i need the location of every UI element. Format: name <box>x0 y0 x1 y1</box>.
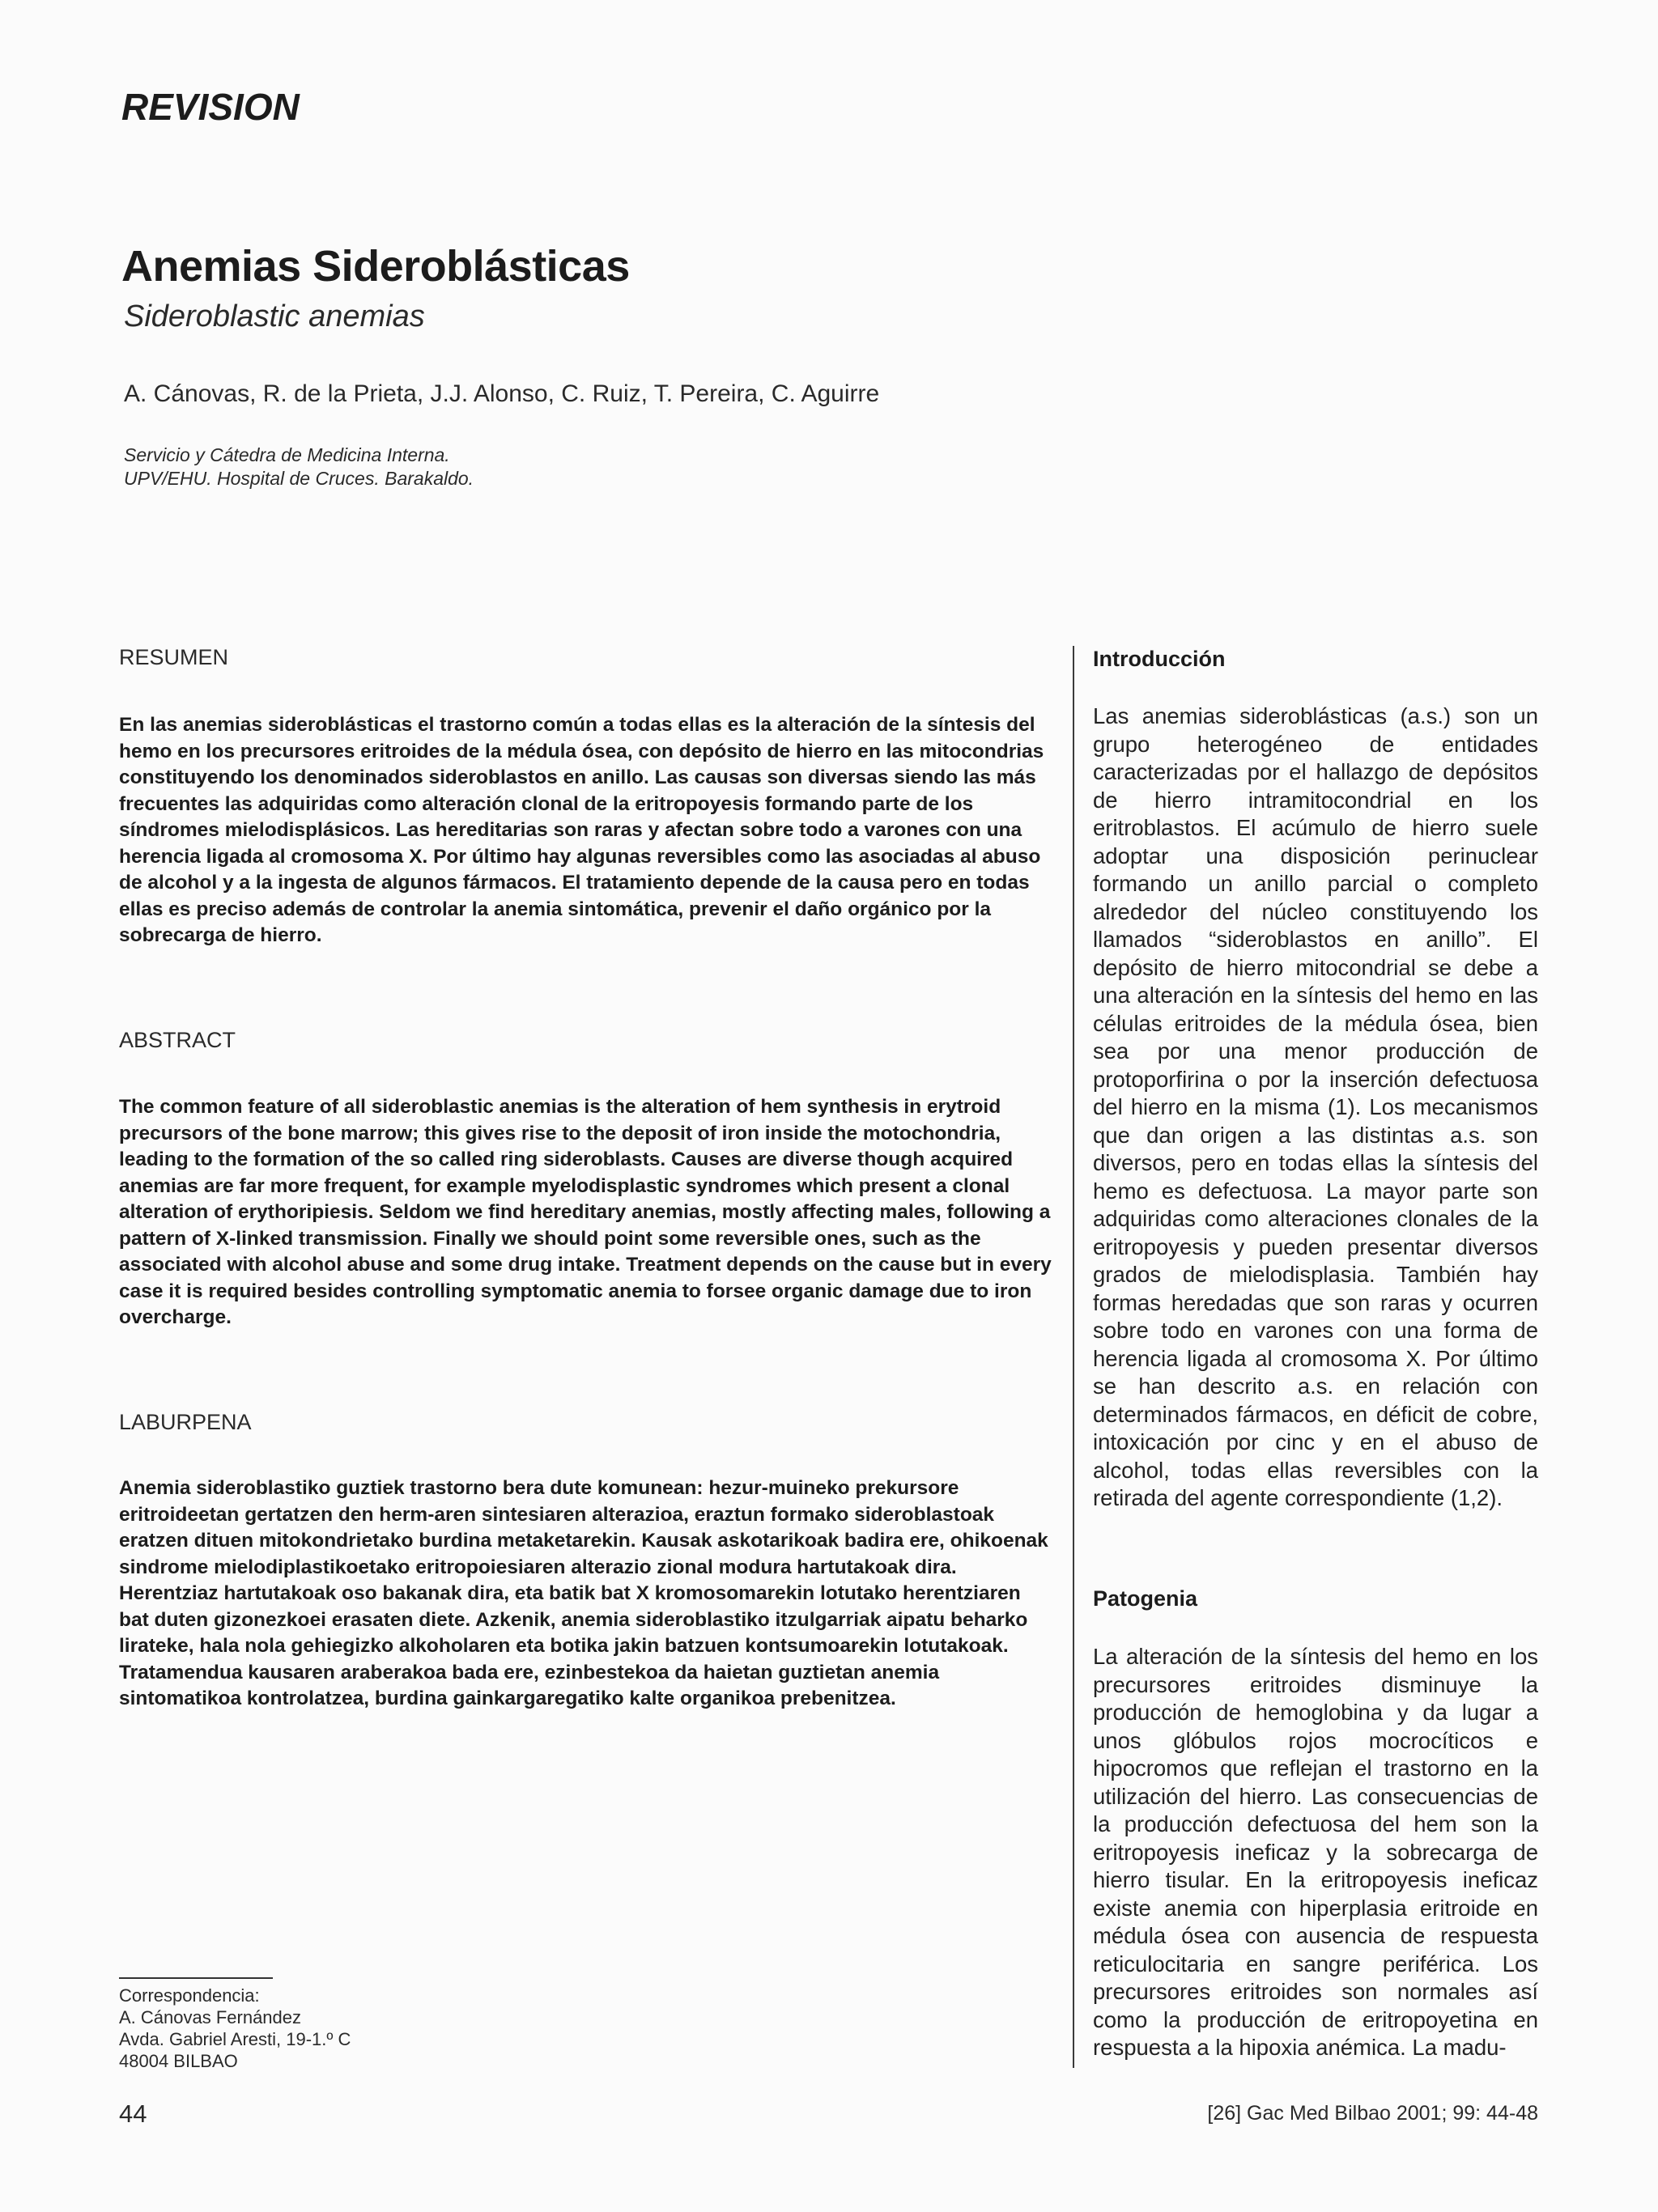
affiliation <box>124 444 474 490</box>
correspondence-address: Avda. Gabriel Aresti, 19-1.º C <box>119 2029 351 2049</box>
introduccion-heading: Introducción <box>1093 647 1226 671</box>
correspondence-block <box>119 1985 351 2072</box>
laburpena-heading: LABURPENA <box>119 1410 252 1434</box>
author-list: A. Cánovas, R. de la Prieta, J.J. Alonso, C. Ruiz, T. Pereira, C. Aguirre <box>124 380 880 407</box>
page-number: 44 <box>119 2099 147 2128</box>
introduccion-text: Las anemias sideroblásticas (a.s.) son un grupo heterogéneo de entidades caracterizadas por el hallazgo de depósitos de hierro intramitocondrial en los eritroblastos. El acúmulo de hierro suele adoptar una disposición perinuclear formando un anillo parcial o completo alrededor del núcleo constituyendo los llamados “sideroblastos en anillo”. El depósito de hierro mitocondrial se debe a una alteración en la síntesis del hemo en las células eritroides de la médula ósea, bien sea por una menor producción de protoporfirina o por la inserción defectuosa del hierro en la misma (1). Los mecanismos que dan origen a las distintas a.s. son diversos, pero en todas ellas la síntesis del hemo es defectuosa. La mayor parte son adquiridas como alteraciones clonales de la eritropoyesis y pueden presentar diversos grados de mielodisplasia. También hay formas heredadas que son raras y ocurren sobre todo en varones con una forma de herencia ligada al cromosoma X. Por último se han descrito a.s. en relación con determinados fármacos, en déficit de cobre, intoxicación por cinc y en el abuso de alcohol, todas ellas reversibles con la retirada del agente correspondiente (1,2). <box>1093 703 1538 1510</box>
resumen-heading: RESUMEN <box>119 645 229 669</box>
correspondence-label: Correspondencia: <box>119 1985 260 2006</box>
patogenia-text: La alteración de la síntesis del hemo en los precursores eritroides disminuye la producción de hemoglobina y da lugar a unos glóbulos rojos mocrocíticos e hipocromos que reflejan el trastorno en la utilización del hierro. Las consecuencias de la producción defectuosa del hem son la eritropoyesis ineficaz y la sobrecarga de hierro tisular. En la eritropoyesis ineficaz existe anemia con hiperplasia eritroide en médula ósea con ausencia de respuesta reticulocitaria en sangre periférica. Los precursores eritroides son normales así como la producción de eritropoyetina en respuesta a la hipoxia anémica. La madu- <box>1093 1644 1538 2060</box>
abstract-heading: ABSTRACT <box>119 1028 236 1052</box>
abstract-text: The common feature of all sideroblastic anemias is the alteration of hem synthesis in erytroid precursors of the bone marrow; this gives rise to the deposit of iron inside the motochondria, leading to the formation of the so called ring sideroblasts. Causes are diverse though acquired anemias are far more frequent, for example myelodisplastic syndromes which present a clonal alteration of erythoripiesis. Seldom we find hereditary anemias, mostly affecting males, following a pattern of X-linked transmission. Finally we should point some reversible ones, such as the associated with alcohol abuse and some drug intake. Treatment depends on the cause but in every case it is required besides controlling symptomatic anemia to forsee organic damage due to iron overcharge. <box>119 1096 1052 1328</box>
affiliation-line: UPV/EHU. Hospital de Cruces. Barakaldo. <box>124 468 474 489</box>
patogenia-heading: Patogenia <box>1093 1586 1198 1611</box>
affiliation-line: Servicio y Cátedra de Medicina Interna. <box>124 444 450 465</box>
article-title: Anemias Sideroblásticas <box>121 242 630 291</box>
laburpena-text: Anemia sideroblastiko guztiek trastorno bera dute komunean: hezur-muineko prekursore eritroideetan gertatzen den herm-aren sintesiaren alterazioa, eraztun formako sideroblastoak eratzen dituen mitokondrietako burdina metaketarekin. Kausak askotarikoak badira ere, ohikoenak sindrome mielodiplastikoetako eritropoiesiaren alterazio zional modura hartutakoak dira. Herentziaz hartutakoak oso bakanak dira, eta batik bat X kromosomarekin lotutako herentziaren bat duten gizonezkoei erasaten diete. Azkenik, anemia sideroblastiko itzulgarriak aipatu beharko lirateke, hala nola gehiegizko alkoholaren eta botika jakin batzuen kontsumoarekin lotutakoak. Tratamendua kausaren araberakoa bada ere, ezinbestekoa da haietan guztietan anemia sintomatikoa kontrolatzea, burdina gainkargaregatiko kalte organikoa prebenitzea. <box>119 1477 1048 1709</box>
resumen-text: En las anemias sideroblásticas el trastorno común a todas ellas es la alteración de la síntesis del hemo en los precursores eritroides de la médula ósea, con depósito de hierro en las mitocondrias constituyendo los denominados sideroblastos en anillo. Las causas son diversas siendo las más frecuentes las adquiridas como alteración clonal de la eritropoyesis formando parte de los síndromes mielodisplásicos. Las hereditarias son raras y afectan sobre todo a varones con una herencia ligada al cromosoma X. Por último hay algunas reversibles como las asociadas al abuso de alcohol y a la ingesta de algunos fármacos. El tratamiento depende de la causa pero en todas ellas es preciso además de controlar la anemia sintomática, prevenir el daño orgánico por la sobrecarga de hierro. <box>119 714 1044 946</box>
correspondence-city: 48004 BILBAO <box>119 2051 238 2071</box>
journal-citation: [26] Gac Med Bilbao 2001; 99: 44-48 <box>1207 2102 1538 2125</box>
correspondence-name: A. Cánovas Fernández <box>119 2007 302 2027</box>
column-divider <box>1073 646 1074 2068</box>
section-label: REVISION <box>121 86 300 128</box>
footnote-divider <box>119 1977 273 1979</box>
article-subtitle: Sideroblastic anemias <box>124 299 425 333</box>
